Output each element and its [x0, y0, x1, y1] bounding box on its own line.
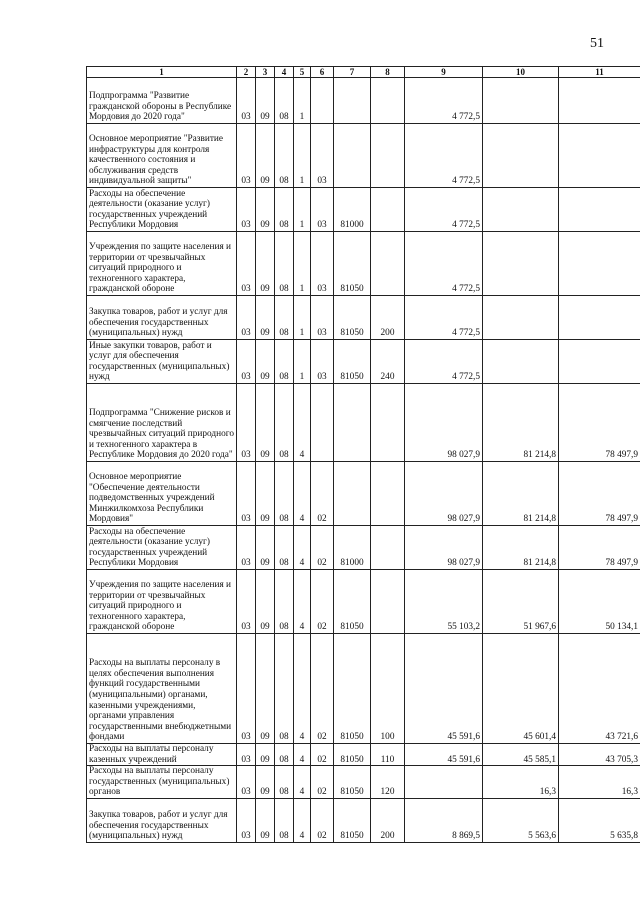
table-row: [87, 124, 640, 188]
row-cell-c3: 09: [256, 526, 275, 570]
row-cell-c6: 02: [311, 570, 334, 634]
row-cell-c9: 55 103,2: [405, 570, 483, 634]
row-cell-c9: 45 591,6: [405, 744, 483, 766]
table-row: [87, 744, 640, 766]
row-name-cell: Учреждения по защите населения и территории от чрезвычайных ситуаций природного и техногенного характера, гражданской обороне: [87, 570, 237, 634]
row-cell-c8: 110: [371, 744, 405, 766]
row-cell-c7: [334, 462, 371, 526]
row-name-cell: Расходы на обеспечение деятельности (оказание услуг) государственных учреждений Республики Мордовия: [87, 526, 237, 570]
row-cell-c6: 03: [311, 232, 334, 296]
row-cell-c9: [405, 766, 483, 799]
row-name-cell: Подпрограмма "Снижение рисков и смягчение последствий чрезвычайных ситуаций природного и техногенного характера в Республике Мордовия до 2020 года": [87, 384, 237, 462]
row-cell-c2: 03: [237, 340, 256, 384]
row-cell-c8: [371, 124, 405, 188]
row-cell-c5: 4: [294, 634, 311, 744]
table-row: [87, 462, 640, 526]
row-cell-c7: 81050: [334, 570, 371, 634]
row-cell-c5: 4: [294, 798, 311, 842]
row-cell-c8: [371, 188, 405, 232]
row-cell-c7: 81050: [334, 232, 371, 296]
row-cell-c6: 02: [311, 798, 334, 842]
row-cell-c5: 1: [294, 340, 311, 384]
row-cell-c7: 81050: [334, 340, 371, 384]
row-cell-c5: 1: [294, 78, 311, 124]
row-cell-c8: 240: [371, 340, 405, 384]
row-cell-c4: 08: [275, 78, 294, 124]
row-cell-c3: 09: [256, 462, 275, 526]
row-cell-c5: 1: [294, 232, 311, 296]
row-cell-c8: 200: [371, 296, 405, 340]
table-header-row: [87, 67, 640, 78]
row-cell-c4: 08: [275, 526, 294, 570]
column-header: 7: [334, 67, 371, 78]
row-cell-c9: 8 869,5: [405, 798, 483, 842]
column-header: 4: [275, 67, 294, 78]
row-name-cell: Расходы на выплаты персоналу казенных учреждений: [87, 744, 237, 766]
row-cell-c5: 1: [294, 124, 311, 188]
row-cell-c11: [559, 78, 640, 124]
row-cell-c2: 03: [237, 78, 256, 124]
table-row: [87, 384, 640, 462]
row-cell-c7: 81050: [334, 766, 371, 799]
row-cell-c9: 98 027,9: [405, 384, 483, 462]
row-cell-c8: [371, 462, 405, 526]
row-cell-c6: 03: [311, 296, 334, 340]
row-cell-c3: 09: [256, 340, 275, 384]
row-cell-c11: [559, 296, 640, 340]
row-cell-c9: 4 772,5: [405, 188, 483, 232]
page-number: 51: [590, 36, 604, 51]
row-cell-c4: 08: [275, 296, 294, 340]
row-cell-c7: [334, 384, 371, 462]
row-cell-c3: 09: [256, 384, 275, 462]
row-cell-c2: 03: [237, 188, 256, 232]
row-cell-c2: 03: [237, 462, 256, 526]
row-cell-c7: [334, 124, 371, 188]
row-cell-c3: 09: [256, 232, 275, 296]
row-cell-c4: 08: [275, 340, 294, 384]
row-name-cell: Закупка товаров, работ и услуг для обеспечения государственных (муниципальных) нужд: [87, 798, 237, 842]
row-cell-c7: 81000: [334, 526, 371, 570]
table-row: [87, 188, 640, 232]
row-name-cell: Основное мероприятие "Обеспечение деятельности подведомственных учреждений Минжилкомхоза Республики Мордовия": [87, 462, 237, 526]
row-cell-c11: [559, 124, 640, 188]
row-cell-c2: 03: [237, 232, 256, 296]
row-cell-c5: 4: [294, 384, 311, 462]
row-cell-c4: 08: [275, 766, 294, 799]
column-header: 9: [405, 67, 483, 78]
row-cell-c6: 02: [311, 462, 334, 526]
row-cell-c10: [483, 296, 559, 340]
budget-table: [86, 66, 640, 843]
row-cell-c10: [483, 188, 559, 232]
row-cell-c6: 02: [311, 634, 334, 744]
column-header: 3: [256, 67, 275, 78]
row-cell-c5: 4: [294, 744, 311, 766]
row-cell-c5: 1: [294, 296, 311, 340]
row-cell-c2: 03: [237, 384, 256, 462]
table-row: [87, 798, 640, 842]
row-cell-c9: 98 027,9: [405, 462, 483, 526]
column-header: 1: [87, 67, 237, 78]
row-cell-c8: [371, 570, 405, 634]
row-cell-c6: 03: [311, 124, 334, 188]
row-cell-c4: 08: [275, 384, 294, 462]
row-cell-c9: 4 772,5: [405, 296, 483, 340]
row-cell-c6: 02: [311, 744, 334, 766]
row-cell-c7: [334, 78, 371, 124]
row-name-cell: Иные закупки товаров, работ и услуг для обеспечения государственных (муниципальных) нужд: [87, 340, 237, 384]
row-cell-c2: 03: [237, 766, 256, 799]
row-cell-c5: 4: [294, 462, 311, 526]
row-cell-c10: [483, 340, 559, 384]
row-cell-c7: 81050: [334, 798, 371, 842]
row-cell-c2: 03: [237, 296, 256, 340]
row-cell-c9: 45 591,6: [405, 634, 483, 744]
row-cell-c3: 09: [256, 744, 275, 766]
row-cell-c3: 09: [256, 766, 275, 799]
row-cell-c2: 03: [237, 124, 256, 188]
row-cell-c11: 50 134,1: [559, 570, 640, 634]
row-cell-c5: 1: [294, 188, 311, 232]
row-cell-c10: 45 601,4: [483, 634, 559, 744]
row-cell-c2: 03: [237, 744, 256, 766]
row-cell-c7: 81050: [334, 744, 371, 766]
row-cell-c11: 43 721,6: [559, 634, 640, 744]
row-cell-c5: 4: [294, 570, 311, 634]
row-cell-c9: 98 027,9: [405, 526, 483, 570]
row-name-cell: Расходы на выплаты персоналу государственных (муниципальных) органов: [87, 766, 237, 799]
row-cell-c6: 03: [311, 340, 334, 384]
row-cell-c5: 4: [294, 766, 311, 799]
row-cell-c8: 200: [371, 798, 405, 842]
table-row: [87, 766, 640, 799]
table-row: [87, 340, 640, 384]
row-cell-c3: 09: [256, 798, 275, 842]
row-cell-c6: 03: [311, 188, 334, 232]
row-name-cell: Закупка товаров, работ и услуг для обеспечения государственных (муниципальных) нужд: [87, 296, 237, 340]
row-name-cell: Основное мероприятие "Развитие инфраструктуры для контроля качественного состояния и обслуживания средств индивидуальной защиты": [87, 124, 237, 188]
row-cell-c8: [371, 232, 405, 296]
row-cell-c10: [483, 124, 559, 188]
column-header: 5: [294, 67, 311, 78]
row-cell-c8: 120: [371, 766, 405, 799]
row-cell-c7: 81000: [334, 188, 371, 232]
row-cell-c3: 09: [256, 570, 275, 634]
row-cell-c6: 02: [311, 766, 334, 799]
row-name-cell: Учреждения по защите населения и территории от чрезвычайных ситуаций природного и техногенного характера, гражданской обороне: [87, 232, 237, 296]
row-cell-c2: 03: [237, 570, 256, 634]
table-row: [87, 634, 640, 744]
row-cell-c2: 03: [237, 798, 256, 842]
row-cell-c10: 81 214,8: [483, 526, 559, 570]
row-cell-c3: 09: [256, 188, 275, 232]
row-name-cell: Расходы на обеспечение деятельности (оказание услуг) государственных учреждений Республики Мордовия: [87, 188, 237, 232]
row-cell-c2: 03: [237, 526, 256, 570]
table-row: [87, 78, 640, 124]
table-row: [87, 570, 640, 634]
row-cell-c11: 78 497,9: [559, 526, 640, 570]
row-cell-c3: 09: [256, 124, 275, 188]
row-cell-c11: 78 497,9: [559, 384, 640, 462]
row-cell-c9: 4 772,5: [405, 232, 483, 296]
table-row: [87, 232, 640, 296]
row-cell-c11: 78 497,9: [559, 462, 640, 526]
row-cell-c10: 81 214,8: [483, 462, 559, 526]
row-cell-c7: 81050: [334, 634, 371, 744]
column-header: 6: [311, 67, 334, 78]
row-cell-c9: 4 772,5: [405, 78, 483, 124]
row-cell-c10: 16,3: [483, 766, 559, 799]
row-cell-c11: [559, 232, 640, 296]
row-cell-c11: 16,3: [559, 766, 640, 799]
row-name-cell: Расходы на выплаты персоналу в целях обеспечения выполнения функций государственными (муниципальными) органами, казенными учреждениями, органами управления государственными внебюджетными фондами: [87, 634, 237, 744]
row-cell-c3: 09: [256, 78, 275, 124]
row-cell-c8: [371, 526, 405, 570]
row-cell-c10: 51 967,6: [483, 570, 559, 634]
column-header: 10: [483, 67, 559, 78]
table-row: [87, 296, 640, 340]
row-cell-c2: 03: [237, 634, 256, 744]
row-cell-c6: [311, 78, 334, 124]
row-cell-c4: 08: [275, 634, 294, 744]
column-header: 2: [237, 67, 256, 78]
row-cell-c9: 4 772,5: [405, 124, 483, 188]
row-cell-c6: [311, 384, 334, 462]
table-row: [87, 526, 640, 570]
row-cell-c10: 81 214,8: [483, 384, 559, 462]
row-cell-c11: 5 635,8: [559, 798, 640, 842]
row-cell-c4: 08: [275, 188, 294, 232]
row-cell-c4: 08: [275, 570, 294, 634]
row-cell-c4: 08: [275, 124, 294, 188]
row-cell-c4: 08: [275, 744, 294, 766]
row-cell-c7: 81050: [334, 296, 371, 340]
row-cell-c10: 45 585,1: [483, 744, 559, 766]
row-cell-c6: 02: [311, 526, 334, 570]
row-cell-c3: 09: [256, 296, 275, 340]
column-header: 8: [371, 67, 405, 78]
row-cell-c11: [559, 340, 640, 384]
row-cell-c11: [559, 188, 640, 232]
row-cell-c10: [483, 232, 559, 296]
column-header: 11: [559, 67, 640, 78]
row-cell-c11: 43 705,3: [559, 744, 640, 766]
row-cell-c5: 4: [294, 526, 311, 570]
row-cell-c8: [371, 78, 405, 124]
row-cell-c10: [483, 78, 559, 124]
row-cell-c8: [371, 384, 405, 462]
row-cell-c4: 08: [275, 462, 294, 526]
row-cell-c4: 08: [275, 798, 294, 842]
row-name-cell: Подпрограмма "Развитие гражданской обороны в Республике Мордовия до 2020 года": [87, 78, 237, 124]
row-cell-c4: 08: [275, 232, 294, 296]
row-cell-c9: 4 772,5: [405, 340, 483, 384]
row-cell-c3: 09: [256, 634, 275, 744]
row-cell-c10: 5 563,6: [483, 798, 559, 842]
row-cell-c8: 100: [371, 634, 405, 744]
